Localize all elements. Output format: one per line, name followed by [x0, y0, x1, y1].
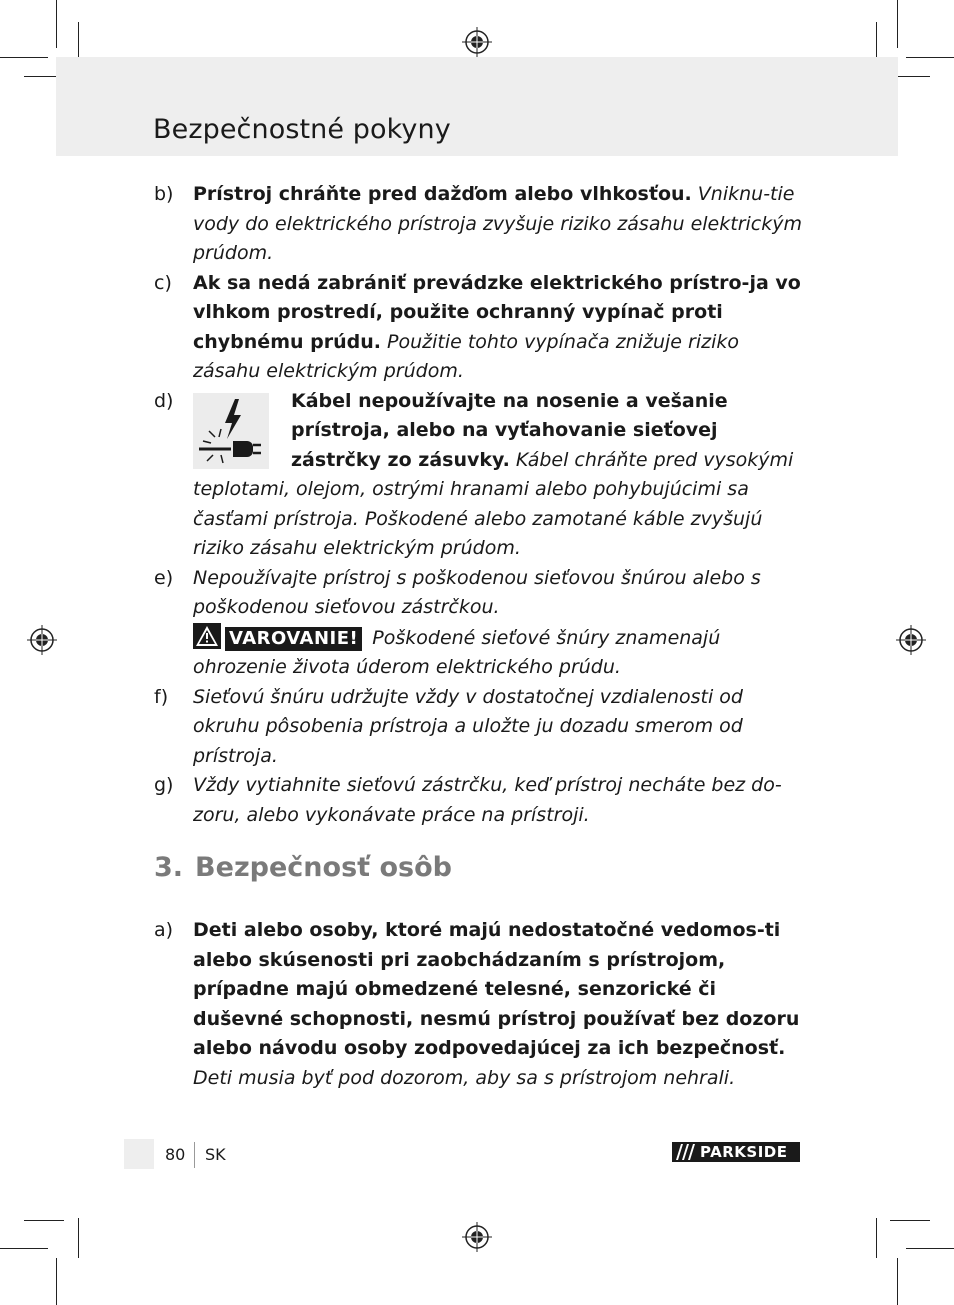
item-label: a) [154, 919, 174, 941]
warning-triangle-icon [193, 623, 221, 649]
item-italic-text: Vždy vytiahnite sieťovú zástrčku, keď prístroj necháte bez do-zoru, alebo vykonávate práce na prístroji. [193, 774, 782, 826]
list-item [154, 387, 804, 564]
item-bold-text: Kábel nepoužívajte na nosenie a vešanie prístroja, alebo na vyťahovanie sieťovej zástrčky zo zásuvky. [291, 389, 728, 471]
list-item [154, 683, 804, 772]
registration-mark-icon [27, 625, 57, 655]
brand-name: PARKSIDE [700, 1143, 788, 1161]
registration-mark-icon [896, 625, 926, 655]
crop-mark [0, 57, 48, 58]
footer-divider [194, 1142, 195, 1168]
crop-mark [876, 22, 877, 62]
crop-mark [897, 0, 898, 48]
item-italic-text: Sieťovú šnúru udržujte vždy v dostatočnej vzdialenosti od okruhu pôsobenia prístroja a uložte ju dozadu smerom od prístroja. [193, 685, 743, 767]
list-item [154, 916, 804, 1093]
item-label: g) [154, 774, 174, 796]
page-title: Bezpečnostné pokyny [153, 114, 451, 145]
item-label: c) [154, 271, 172, 294]
list-item [154, 180, 804, 269]
section-heading [154, 852, 452, 883]
crop-mark [56, 0, 57, 48]
item-label: b) [154, 183, 174, 205]
section-title: Bezpečnosť osôb [195, 852, 452, 883]
crop-mark [906, 1248, 954, 1249]
safety-instructions-list [154, 180, 804, 830]
section-number: 3. [154, 852, 184, 883]
crop-mark [78, 22, 79, 62]
item-label: e) [154, 566, 174, 589]
crop-mark [876, 1218, 877, 1258]
warning-badge: VAROVANIE! [225, 627, 362, 651]
list-item [154, 564, 804, 683]
registration-mark-icon [462, 1222, 492, 1252]
crop-mark [56, 1258, 57, 1305]
crop-mark [890, 1220, 930, 1221]
item-italic-text: Vniknu-tie vody do elektrického prístroja zvyšuje riziko zásahu elektrickým prúdom. [193, 183, 802, 264]
crop-mark [0, 1248, 48, 1249]
item-italic-text: Kábel chráňte pred vysokými [509, 448, 794, 471]
logo-stripes-icon [672, 1142, 696, 1162]
footer-tab [124, 1139, 154, 1169]
item-bold-text: Prístroj chráňte pred dažďom alebo vlhkosťou. [193, 183, 692, 205]
warning-line [193, 623, 804, 683]
page-number: 80 [165, 1145, 186, 1164]
list-item [154, 269, 804, 387]
warning-text: Poškodené sieťové šnúry znamenajú ohrozenie života úderom elektrického prúdu. [193, 626, 721, 678]
item-bold-text: Deti alebo osoby, ktoré majú nedostatočné vedomos-ti alebo skúsenosti pri zaobchádzaním s prístrojom, prípadne majú obmedzené telesné, senzorické či duševné schopnosti, nesmú prístroj používať bez dozoru alebo návodu osoby zodpovedajúcej za ich bezpečnosť. [193, 919, 800, 1059]
registration-mark-icon [462, 27, 492, 57]
crop-mark [906, 57, 954, 58]
item-italic-text: Použitie tohto vypínača znižuje riziko zásahu elektrickým prúdom. [193, 330, 739, 382]
item-label: f) [154, 685, 169, 708]
item-italic-text: teplotami, olejom, ostrými hranami alebo pohybujúcimi sa časťami prístroja. Poškodené alebo zamotané káble zvyšujú riziko zásahu elektrickým prúdom. [193, 478, 763, 559]
personal-safety-list [154, 916, 804, 1093]
list-item [154, 771, 804, 830]
item-italic-text: Deti musia byť pod dozorom, aby sa s prístrojom nehrali. [193, 1066, 736, 1089]
crop-mark [897, 1258, 898, 1305]
language-code: SK [205, 1145, 226, 1164]
item-italic-text: Nepoužívajte prístroj s poškodenou sieťovou šnúrou alebo s poškodenou sieťovou zástrčkou. [193, 566, 761, 618]
brand-logo [672, 1142, 800, 1162]
item-d-first-lines [193, 387, 804, 476]
cable-damage-warning-icon [193, 393, 269, 469]
crop-mark [24, 1220, 64, 1221]
item-bold-text: Ak sa nedá zabrániť prevádzke elektrického prístro-ja vo vlhkom prostredí, použite ochranný vypínač proti chybnému prúdu. [193, 271, 801, 353]
item-label: d) [154, 389, 174, 412]
crop-mark [78, 1218, 79, 1258]
